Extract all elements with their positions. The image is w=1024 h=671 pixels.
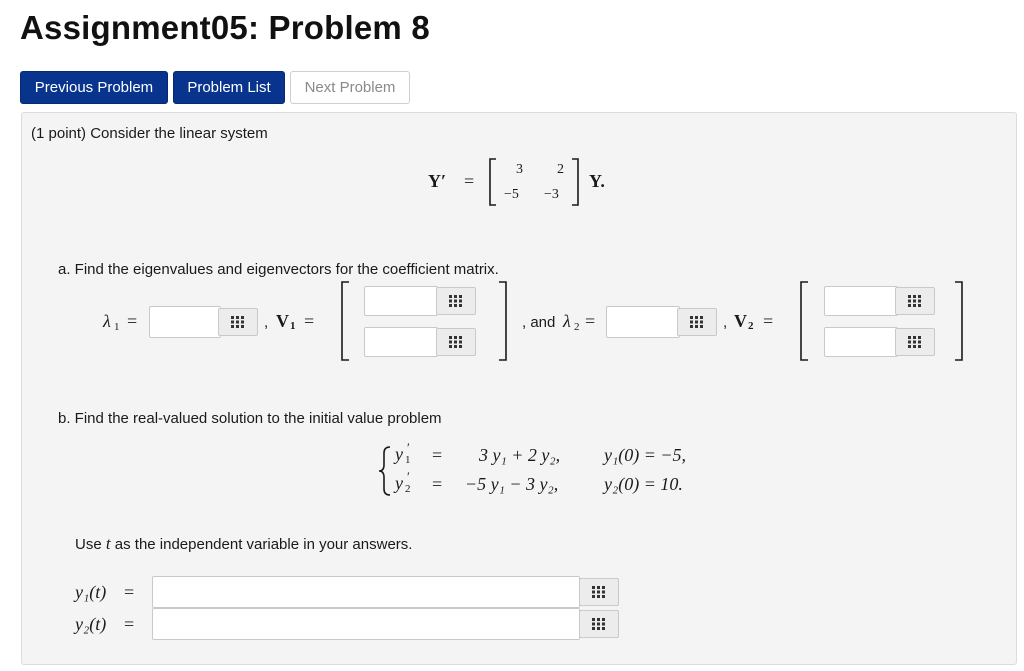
lambda2-text[interactable] (607, 307, 679, 337)
eq2-initial-condition: y₂(0) = 10. (604, 474, 683, 494)
grid-icon (908, 336, 922, 348)
equals-sign: = (127, 311, 138, 331)
eq2-rhs: −5 y₁ − 3 y₂, (465, 474, 559, 494)
v1-subscript: 1 (290, 320, 296, 332)
eq1-rhs: 3 y₁ + 2 y₂, (479, 445, 561, 465)
eq1-lhs: y (395, 444, 403, 464)
v2-component-2-input[interactable] (824, 327, 898, 357)
grid-icon (592, 586, 606, 598)
eq1-prime: ′ (407, 440, 410, 455)
grid-icon (908, 295, 922, 307)
lambda1-input[interactable] (149, 306, 221, 338)
lambda2-subscript: 2 (574, 321, 580, 333)
y1-label: y₁(t) (75, 582, 107, 602)
equals-sign: = (763, 311, 774, 331)
v2-component-2-text[interactable] (825, 328, 897, 356)
vector-v1-right-bracket (497, 281, 509, 361)
y2-label: y₂(t) (75, 614, 107, 634)
system-left-brace (378, 446, 392, 496)
matrix-right-bracket (570, 158, 580, 206)
vector-v1-left-bracket (339, 281, 351, 361)
and-text: , and (522, 314, 556, 331)
eq2-prime: ′ (407, 469, 410, 484)
page-title: Assignment05: Problem 8 (20, 9, 430, 46)
matrix-cell: 3 (516, 162, 523, 177)
vector-v2-right-bracket (953, 281, 965, 361)
eq2-lhs: y (395, 473, 403, 493)
eq1-lhs-subscript: 1 (405, 454, 411, 466)
lambda1-label: λ (103, 311, 111, 331)
instruction-variable: t (105, 534, 111, 553)
equals-sign: = (304, 311, 315, 331)
equation-editor-button[interactable] (436, 328, 476, 356)
problem-intro: (1 point) Consider the linear system (31, 125, 268, 142)
matrix-cell: −3 (544, 187, 559, 202)
v1-component-1-input[interactable] (364, 286, 438, 316)
part-a-prompt: a. Find the eigenvalues and eigenvectors for the coefficient matrix. (58, 261, 499, 278)
v1-label: V (276, 311, 289, 331)
y1-solution-text[interactable] (153, 577, 579, 607)
v2-component-1-text[interactable] (825, 287, 897, 315)
instruction-prefix: Use (75, 536, 102, 553)
equation-editor-button[interactable] (895, 328, 935, 356)
grid-icon (592, 618, 606, 630)
eq2-lhs-subscript: 2 (405, 483, 411, 495)
y1-solution-input[interactable] (152, 576, 580, 608)
equation-editor-button[interactable] (579, 610, 619, 638)
grid-icon (231, 316, 245, 328)
part-b-prompt: b. Find the real-valued solution to the initial value problem (58, 410, 442, 427)
instruction-suffix: as the independent variable in your answers. (114, 536, 413, 553)
equals-sign: = (124, 582, 135, 602)
v2-component-1-input[interactable] (824, 286, 898, 316)
next-problem-button[interactable]: Next Problem (290, 71, 410, 104)
v1-component-1-text[interactable] (365, 287, 437, 315)
lambda1-text[interactable] (150, 307, 220, 337)
eq1-initial-condition: y₁(0) = −5, (604, 445, 687, 465)
independent-variable-instruction (75, 534, 412, 554)
matrix-cell: −5 (504, 187, 519, 202)
matrix-cell: 2 (557, 162, 564, 177)
y-vector-symbol: Y. (589, 171, 605, 191)
v2-label: V (734, 311, 747, 331)
equals-sign: = (124, 614, 135, 634)
matrix-left-bracket (488, 158, 498, 206)
v2-subscript: 2 (748, 320, 754, 332)
y2-solution-text[interactable] (153, 609, 579, 639)
v1-component-2-text[interactable] (365, 328, 437, 356)
equals-sign: = (585, 311, 596, 331)
v1-component-2-input[interactable] (364, 327, 438, 357)
equation-editor-button[interactable] (677, 308, 717, 336)
y-prime-symbol: Y′ (428, 171, 447, 191)
comma-separator: , (723, 314, 728, 331)
previous-problem-button[interactable]: Previous Problem (20, 71, 168, 104)
grid-icon (449, 336, 463, 348)
problem-list-button[interactable]: Problem List (173, 71, 285, 104)
vector-v2-left-bracket (798, 281, 810, 361)
equation-editor-button[interactable] (218, 308, 258, 336)
grid-icon (449, 295, 463, 307)
grid-icon (690, 316, 704, 328)
equals-sign: = (432, 474, 443, 494)
lambda2-label: λ (563, 311, 571, 331)
equation-editor-button[interactable] (895, 287, 935, 315)
equation-editor-button[interactable] (436, 287, 476, 315)
equals-sign: = (432, 445, 443, 465)
y2-solution-input[interactable] (152, 608, 580, 640)
lambda1-subscript: 1 (114, 321, 120, 333)
lambda2-input[interactable] (606, 306, 680, 338)
equals-sign: = (464, 171, 475, 191)
comma-separator: , (264, 314, 269, 331)
equation-editor-button[interactable] (579, 578, 619, 606)
